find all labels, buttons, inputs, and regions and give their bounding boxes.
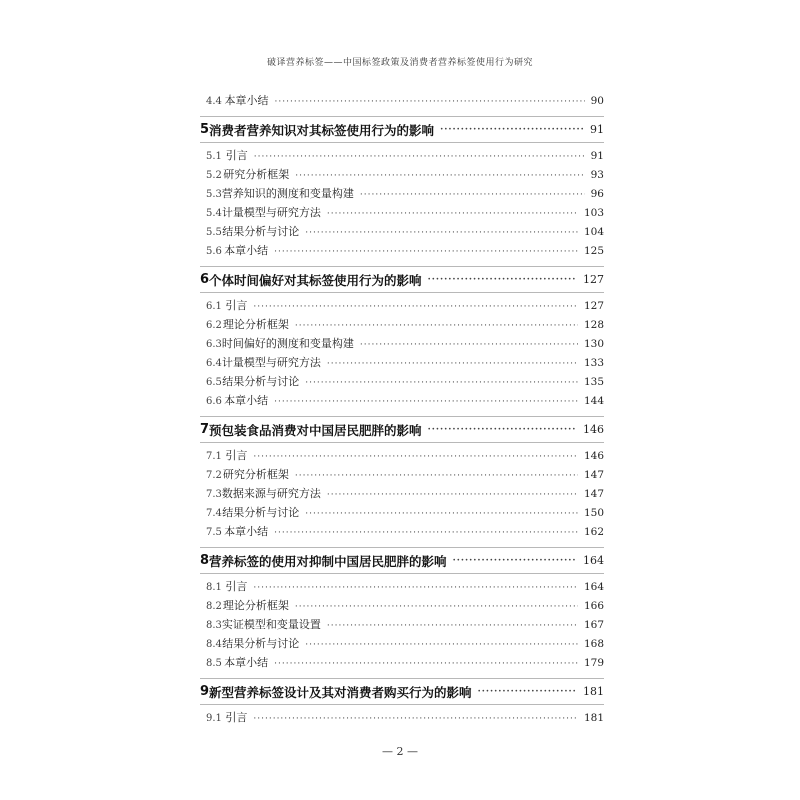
toc-entry-title: 引言 [225,299,248,312]
toc-entry-number: 7.2 [206,470,222,481]
toc-entry-page: 168 [583,638,604,650]
page-number: — 2 — [382,745,418,758]
toc-entry-page: 91 [590,150,604,162]
toc-entry-page: 166 [583,600,604,612]
toc-entry-title: 个体时间偏好对其标签使用行为的影响 [209,272,422,288]
toc-entry-page: 147 [583,488,604,500]
toc-section-row[interactable] [200,354,604,373]
toc-entry-number: 5.5 [206,227,222,238]
toc-section-row[interactable] [200,709,604,728]
toc-section-row[interactable] [200,578,604,597]
toc-section-row[interactable] [200,204,604,223]
toc-entry-number: 8.2 [206,601,222,612]
toc-entry-number: 8.4 [206,639,222,650]
toc-entry-number: 6 [200,272,210,287]
toc-chapter-row[interactable] [200,678,604,705]
toc-entry-number: 8.5 [206,658,222,669]
toc-entry-page: 181 [583,685,604,698]
toc-entry-page: 91 [590,123,604,136]
toc-section-row[interactable] [200,654,604,673]
toc-section-row[interactable] [200,635,604,654]
toc-entry-number: 9.1 [206,713,222,724]
toc-entry-number: 7.5 [206,527,222,538]
toc-entry-title: 实证模型和变量设置 [221,618,321,631]
toc-entry-page: 103 [583,207,604,219]
toc-section-row[interactable] [200,597,604,616]
dot-leader [327,621,578,631]
toc-entry-page: 179 [583,657,604,669]
toc-entry-title: 本章小结 [224,394,269,407]
dot-leader [275,97,585,107]
toc-entry-number: 7.3 [206,489,222,500]
toc-entry-number: 7.4 [206,508,222,519]
toc-entry-page: 146 [583,450,604,462]
toc-entry-number: 5 [200,122,210,137]
toc-section-row[interactable] [200,466,604,485]
dot-leader [453,556,577,566]
dot-leader [305,640,578,650]
toc-entry-title: 营养标签的使用对抑制中国居民肥胖的影响 [209,553,447,569]
toc-entry-title: 数据来源与研究方法 [221,487,321,500]
toc-entry-page: 90 [590,95,604,107]
toc-chapter-row[interactable] [200,116,604,143]
toc-entry-number: 8.1 [206,582,222,593]
toc-entry-page: 133 [583,357,604,369]
running-head: 破译营养标签——中国标签政策及消费者营养标签使用行为研究 [266,58,533,68]
toc-chapter-row[interactable] [200,266,604,293]
toc-entry-page: 167 [583,619,604,631]
toc-entry-number: 7.1 [206,451,222,462]
toc-section-row[interactable] [200,242,604,261]
dot-leader [253,583,578,593]
toc-section-row[interactable] [200,616,604,635]
toc-entry-number: 6.1 [206,301,222,312]
toc-entry-page: 130 [583,338,604,350]
toc-entry-title: 结果分析与讨论 [222,225,300,238]
toc-entry-number: 6.3 [206,339,222,350]
dot-leader [253,714,578,724]
dot-leader [295,321,578,331]
dot-leader [253,302,578,312]
toc-entry-page: 164 [583,581,604,593]
toc-entry-title: 引言 [225,711,248,724]
dot-leader [274,397,578,407]
toc-section-row[interactable] [200,92,604,111]
dot-leader [305,228,578,238]
toc-chapter-row[interactable] [200,416,604,443]
toc-entry-number: 8 [200,553,210,568]
toc-entry-number: 5.2 [206,170,222,181]
dot-leader [274,247,578,257]
toc-entry-page: 147 [583,469,604,481]
toc-section-row[interactable] [200,447,604,466]
toc-entry-page: 135 [583,376,604,388]
toc-entry-title: 结果分析与讨论 [222,506,300,519]
dot-leader [428,275,577,285]
dot-leader [327,209,578,219]
toc-entry-number: 9 [200,684,210,699]
toc-entry-title: 营养知识的测度和变量构建 [221,187,354,200]
toc-section-row[interactable] [200,316,604,335]
toc-section-row[interactable] [200,373,604,392]
toc-entry-number: 5.1 [206,151,222,162]
toc-section-row[interactable] [200,523,604,542]
toc-section-row[interactable] [200,297,604,316]
dot-leader [478,687,577,697]
toc-entry-page: 164 [583,554,604,567]
toc-entry-page: 146 [583,423,604,436]
dot-leader [305,509,578,519]
toc-entry-page: 93 [590,169,604,181]
dot-leader [327,359,578,369]
toc-entry-title: 研究分析框架 [223,168,290,181]
toc-section-row[interactable] [200,504,604,523]
toc-section-row[interactable] [200,166,604,185]
dot-leader [274,659,578,669]
toc-entry-number: 7 [200,422,210,437]
dot-leader [253,452,578,462]
toc-entry-title: 结果分析与讨论 [222,637,300,650]
toc-section-row[interactable] [200,147,604,166]
toc-entry-title: 消费者营养知识对其标签使用行为的影响 [209,122,435,138]
toc-entry-page: 104 [583,226,604,238]
toc-entry-page: 96 [590,188,604,200]
dot-leader [274,528,578,538]
toc-entry-page: 128 [583,319,604,331]
dot-leader [428,425,577,435]
dot-leader [327,490,578,500]
dot-leader [254,152,585,162]
dot-leader [440,125,584,135]
toc-entry-number: 6.2 [206,320,222,331]
toc-entry-title: 时间偏好的测度和变量构建 [221,337,354,350]
toc-section-row[interactable] [200,392,604,411]
toc-entry-number: 8.3 [206,620,222,631]
toc-entry-title: 计量模型与研究方法 [221,206,321,219]
dot-leader [360,340,578,350]
toc-section-row[interactable] [200,223,604,242]
toc-entry-title: 结果分析与讨论 [222,375,300,388]
toc-entry-title: 引言 [225,149,248,162]
toc-entry-page: 127 [583,273,604,286]
toc-entry-title: 理论分析框架 [222,599,289,612]
dot-leader [295,471,578,481]
dot-leader [360,190,585,200]
toc-entry-title: 引言 [225,580,248,593]
toc-entry-number: 6.4 [206,358,222,369]
toc-chapter-row[interactable] [200,547,604,574]
toc-entry-number: 5.6 [206,246,222,257]
toc-entry-title: 研究分析框架 [222,468,289,481]
toc-entry-number: 6.5 [206,377,222,388]
toc-entry-title: 引言 [225,449,248,462]
dot-leader [295,171,584,181]
toc-entry-number: 4.4 [206,96,222,107]
toc-entry-number: 5.4 [206,208,222,219]
dot-leader [295,602,578,612]
toc-entry-title: 本章小结 [224,94,269,107]
toc-entry-title: 计量模型与研究方法 [221,356,321,369]
toc-entry-title: 预包装食品消费对中国居民肥胖的影响 [209,422,422,438]
toc-entry-title: 本章小结 [224,525,269,538]
toc-entry-page: 125 [583,245,604,257]
toc-entry-title: 理论分析框架 [222,318,289,331]
toc-entry-title: 本章小结 [224,656,269,669]
toc-section-row[interactable] [200,335,604,354]
toc-section-row[interactable] [200,485,604,504]
toc-entry-page: 144 [583,395,604,407]
toc-entry-number: 5.3 [206,189,222,200]
toc-entry-page: 127 [583,300,604,312]
table-of-contents [200,92,604,728]
toc-entry-title: 新型营养标签设计及其对消费者购买行为的影响 [209,684,472,700]
dot-leader [305,378,578,388]
toc-entry-page: 181 [583,712,604,724]
toc-entry-page: 162 [583,526,604,538]
toc-entry-page: 150 [583,507,604,519]
toc-entry-number: 6.6 [206,396,222,407]
toc-section-row[interactable] [200,185,604,204]
toc-entry-title: 本章小结 [224,244,269,257]
